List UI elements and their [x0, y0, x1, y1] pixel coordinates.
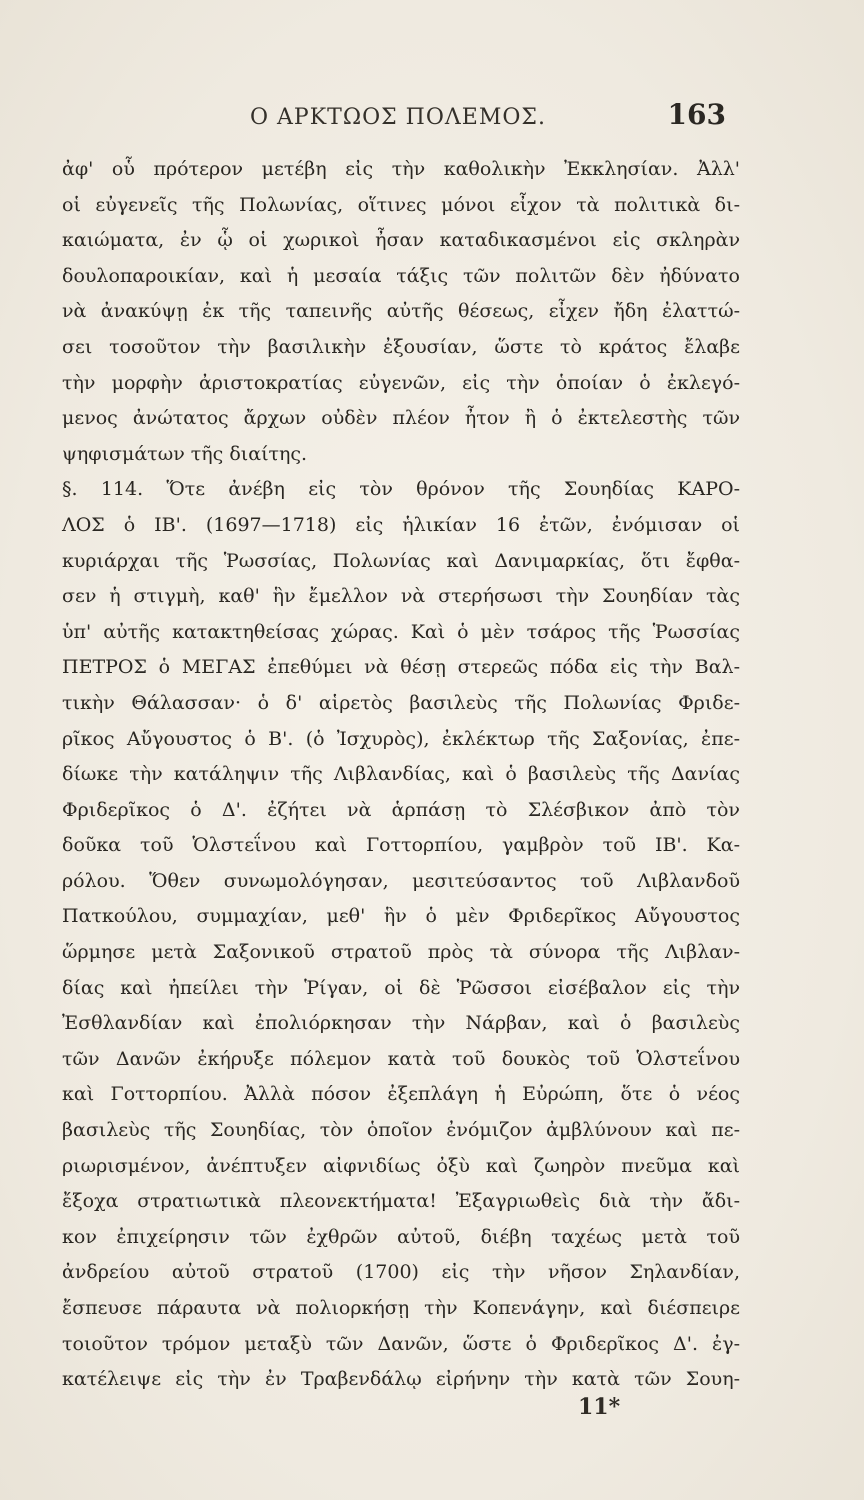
text-line: οἱ εὐγενεῖς τῆς Πολωνίας, οἵτινες μόνοι εἶχον τὰ πολιτικὰ δι- — [62, 193, 740, 216]
page-number: 163 — [667, 98, 726, 131]
text-line: Πατκούλου, συμμαχίαν, μεθ' ἣν ὁ μὲν Φριδερῖκος Αὔγουστος — [62, 905, 740, 928]
text-line: ΠΕΤΡΟΣ ὁ ΜΕΓΑΣ ἐπεθύμει νὰ θέσῃ στερεῶς πόδα εἰς τὴν Βαλ- — [62, 656, 740, 679]
text-line: κον ἐπιχείρησιν τῶν ἐχθρῶν αὐτοῦ, διέβη ταχέως μετὰ τοῦ — [62, 1225, 740, 1248]
text-line: ἔσπευσε πάραυτα νὰ πολιορκήσῃ τὴν Κοπενάγην, καὶ διέσπειρε — [62, 1297, 740, 1319]
text-line: Ἐσθλανδίαν καὶ ἐπολιόρκησαν τὴν Νάρβαν, καὶ ὁ βασιλεὺς — [62, 1012, 740, 1035]
text-line: νὰ ἀνακύψῃ ἐκ τῆς ταπεινῆς αὐτῆς θέσεως, εἶχεν ἤδη ἐλαττώ- — [62, 300, 740, 323]
text-line: δοῦκα τοῦ Ὁλστεΐνου καὶ Γοττορπίου, γαμβρὸν τοῦ ΙΒ'. Κα- — [62, 834, 740, 857]
text-line: ἔξοχα στρατιωτικὰ πλεονεκτήματα! Ἐξαγριωθεὶς διὰ τὴν ἄδι- — [62, 1190, 740, 1213]
text-line: μενος ἀνώτατος ἄρχων οὐδὲν πλέον ἦτον ἢ ὁ ἐκτελεστὴς τῶν — [62, 407, 740, 430]
text-line: ψηφισμάτων τῆς διαίτης. — [62, 442, 308, 465]
text-line: τὴν μορφὴν ἀριστοκρατίας εὐγενῶν, εἰς τὴν ὁποίαν ὁ ἐκλεγό- — [62, 371, 740, 394]
text-line: τῶν Δανῶν ἐκήρυξε πόλεμον κατὰ τοῦ δουκὸς τοῦ Ὁλστεΐνου — [62, 1047, 740, 1070]
text-line: ἀφ' οὗ πρότερον μετέβη εἰς τὴν καθολικὴν Ἐκκλησίαν. Ἀλλ' — [62, 158, 740, 180]
text-line: δίας καὶ ἠπείλει τὴν Ῥίγαν, οἱ δὲ Ῥῶσσοι εἰσέβαλον εἰς τὴν — [62, 976, 740, 999]
text-line: ΛΟΣ ὁ ΙΒ'. (1697—1718) εἰς ἡλικίαν 16 ἐτῶν, ἐνόμισαν οἱ — [62, 513, 740, 536]
text-line: τικὴν Θάλασσαν· ὁ δ' αἱρετὸς βασιλεὺς τῆς Πολωνίας Φριδε- — [62, 691, 740, 714]
text-line: σει τοσοῦτον τὴν βασιλικὴν ἐξουσίαν, ὥστε τὸ κράτος ἔλαβε — [62, 335, 740, 358]
text-line: σεν ἡ στιγμὴ, καθ' ἣν ἔμελλον νὰ στερήσωσι τὴν Σουηδίαν τὰς — [62, 585, 740, 608]
body-text — [62, 152, 740, 1398]
text-line: κυριάρχαι τῆς Ῥωσσίας, Πολωνίας καὶ Δανιμαρκίας, ὅτι ἔφθα- — [62, 549, 740, 572]
signature-mark: 11* — [578, 1394, 621, 1420]
text-line: ρῖκος Αὔγουστος ὁ Β'. (ὁ Ἰσχυρὸς), ἐκλέκτωρ τῆς Σαξονίας, ἐπε- — [62, 727, 740, 750]
running-head: Ο ΑΡΚΤΩΟΣ ΠΟΛΕΜΟΣ. — [250, 105, 546, 130]
text-line: βασιλεὺς τῆς Σουηδίας, τὸν ὁποῖον ἐνόμιζον ἀμβλύνουν καὶ πε- — [62, 1119, 740, 1142]
text-line: ὑπ' αὐτῆς κατακτηθείσας χώρας. Καὶ ὁ μὲν τσάρος τῆς Ῥωσσίας — [62, 620, 740, 643]
text-line: καὶ Γοττορπίου. Ἀλλὰ πόσον ἐξεπλάγη ἡ Εὐρώπη, ὅτε ὁ νέος — [62, 1083, 740, 1106]
text-line: ρόλου. Ὅθεν συνωμολόγησαν, μεσιτεύσαντος τοῦ Λιβλανδοῦ — [62, 869, 740, 892]
page-header — [250, 98, 726, 138]
text-line: §. 114. Ὅτε ἀνέβη εἰς τὸν θρόνον τῆς Σουηδίας ΚΑΡΟ- — [62, 478, 740, 501]
text-line: δίωκε τὴν κατάληψιν τῆς Λιβλανδίας, καὶ ὁ βασιλεὺς τῆς Δανίας — [62, 763, 740, 786]
text-line: ἀνδρείου αὐτοῦ στρατοῦ (1700) εἰς τὴν νῆσον Σηλανδίαν, — [62, 1261, 740, 1284]
text-line: ριωρισμένον, ἀνέπτυξεν αἰφνιδίως ὀξὺ καὶ ζωηρὸν πνεῦμα καὶ — [62, 1154, 740, 1177]
text-line: δουλοπαροικίαν, καὶ ἡ μεσαία τάξις τῶν πολιτῶν δὲν ἠδύνατο — [62, 264, 740, 287]
text-line: ὥρμησε μετὰ Σαξονικοῦ στρατοῦ πρὸς τὰ σύνορα τῆς Λιβλαν- — [62, 941, 740, 964]
text-line: κατέλειψε εἰς τὴν ἐν Τραβενδάλῳ εἰρήνην τὴν κατὰ τῶν Σουη- — [62, 1368, 740, 1391]
text-line: τοιοῦτον τρόμον μεταξὺ τῶν Δανῶν, ὥστε ὁ Φριδερῖκος Δ'. ἐγ- — [62, 1332, 740, 1355]
text-line: καιώματα, ἐν ᾧ οἱ χωρικοὶ ἦσαν καταδικασμένοι εἰς σκληρὰν — [62, 229, 740, 252]
text-line: Φριδερῖκος ὁ Δ'. ἐζήτει νὰ ἁρπάσῃ τὸ Σλέσβικον ἀπὸ τὸν — [62, 798, 740, 821]
